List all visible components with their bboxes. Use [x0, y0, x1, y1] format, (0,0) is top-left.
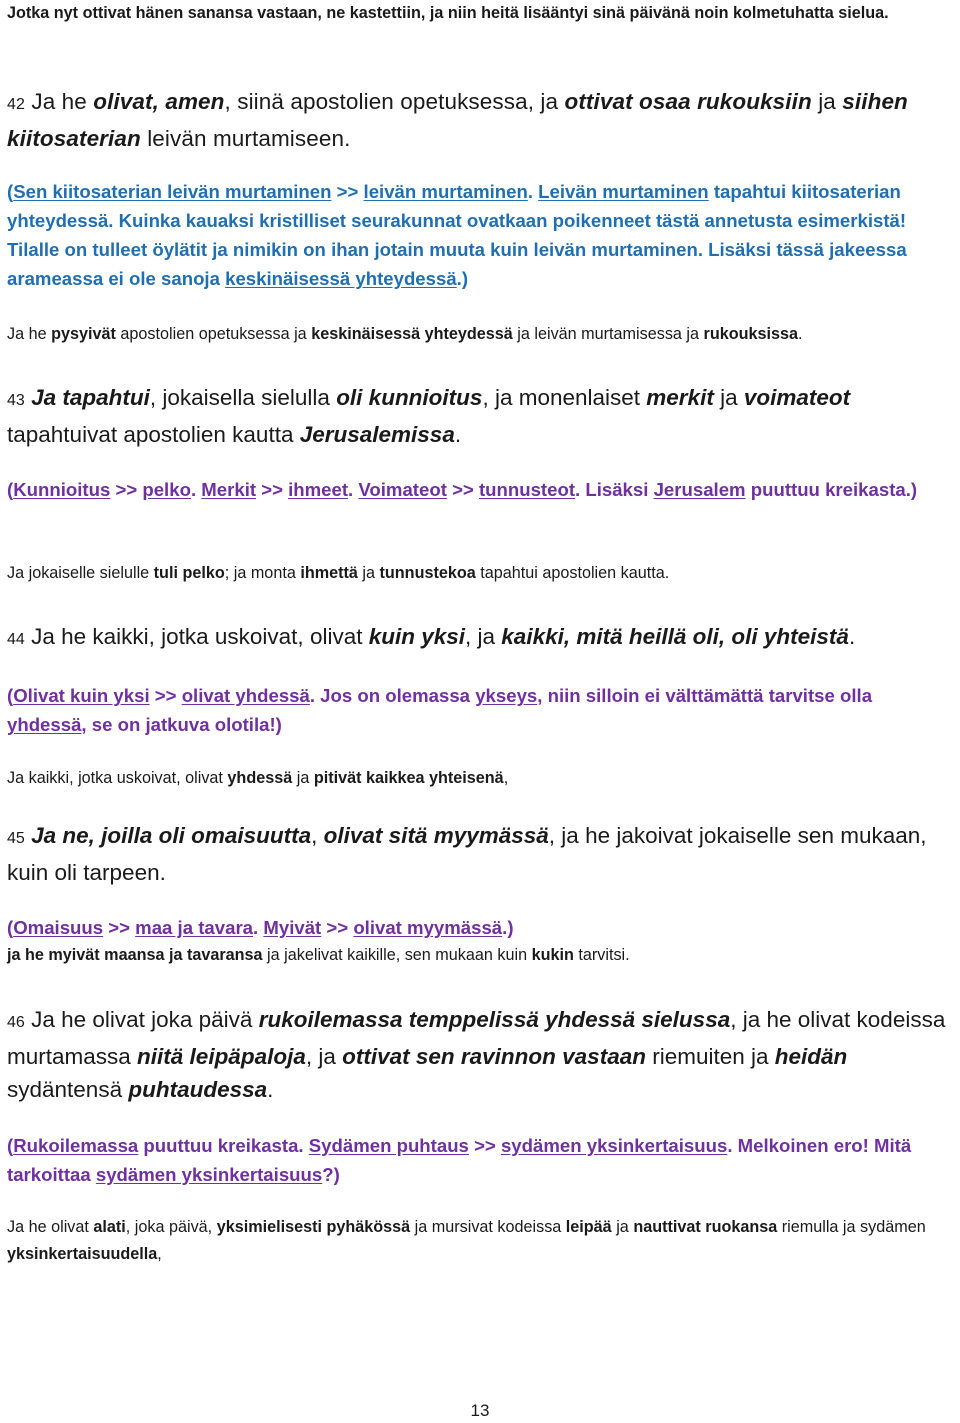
- comment-text: .: [190, 479, 202, 500]
- comment-term: Olivat kuin yksi: [13, 685, 150, 706]
- verse-emphasis: rukoilemassa temppelissä yhdessä sielussa: [258, 1007, 731, 1032]
- verse-45: [7, 819, 956, 889]
- verse-emphasis: kaikki, mitä heillä oli, oli yhteistä: [501, 624, 849, 649]
- comment-term: leivän murtaminen: [363, 181, 528, 202]
- verse-text: ja: [811, 89, 843, 114]
- verse-text: , jokaisella sielulla: [149, 385, 337, 410]
- comment-text: . Jos on olemassa: [309, 685, 476, 706]
- verse-text: .: [267, 1077, 274, 1102]
- comment-term: Merkit: [201, 479, 257, 500]
- comment-term: olivat myymässä: [353, 917, 503, 938]
- comment-text: (: [7, 181, 14, 202]
- comment-term: Sydämen puhtaus: [308, 1135, 469, 1156]
- verse-number: 46: [7, 1014, 25, 1031]
- comment-text: .: [253, 917, 264, 938]
- trad-bold: yksinkertaisuudella: [7, 1245, 158, 1263]
- verse-text: , ja: [305, 1043, 343, 1069]
- trad-bold: tuli pelko: [153, 564, 225, 582]
- verse-text: ja: [713, 385, 744, 410]
- comment-term: Rukoilemassa: [13, 1135, 139, 1156]
- verse-number: 42: [7, 96, 25, 113]
- verse-emphasis: heidän: [774, 1043, 848, 1069]
- trad-text: Ja jokaiselle sielulle: [7, 564, 154, 582]
- comment-text: puuttuu kreikasta.: [138, 1135, 309, 1156]
- verse-44: [7, 620, 956, 657]
- trad-text: ja: [611, 1218, 634, 1236]
- trad-bold: ihmettä: [300, 564, 358, 582]
- comment-text: . Lisäksi: [575, 479, 654, 500]
- comment-term: sydämen yksinkertaisuus: [500, 1135, 728, 1156]
- verse-emphasis: ottivat sen ravinnon vastaan: [342, 1043, 646, 1069]
- verse-text: ,: [311, 823, 324, 848]
- comment-text: (: [7, 917, 14, 938]
- comment-text: >>: [256, 479, 289, 500]
- verse-emphasis: kuin yksi: [368, 624, 466, 649]
- comment-term: ihmeet: [288, 479, 349, 500]
- comment-term: yhdessä: [7, 714, 82, 735]
- trad-bold: leipää: [565, 1218, 612, 1236]
- verse-number: 44: [7, 631, 25, 648]
- trad-text: apostolien opetuksessa ja: [115, 325, 312, 343]
- trad-bold: ja he myivät maansa ja tavaransa: [7, 946, 263, 964]
- verse-text: Ja he kaikki, jotka uskoivat, olivat: [31, 624, 369, 649]
- comment-term: sydämen yksinkertaisuus: [95, 1164, 323, 1185]
- traditional-42: [7, 321, 956, 348]
- trad-text: Ja he olivat: [7, 1218, 94, 1236]
- trad-text: riemulla ja sydämen: [777, 1218, 926, 1236]
- comment-text: .): [456, 268, 469, 289]
- verse-42: [7, 85, 956, 155]
- comment-text: , se on jatkuva olotila!): [81, 714, 282, 735]
- comment-42: [7, 177, 956, 293]
- verse-emphasis: oli kunnioitus: [336, 385, 483, 410]
- verse-text: Ja he: [31, 89, 94, 114]
- comment-term: keskinäisessä yhteydessä: [225, 268, 457, 289]
- trad-text: , joka päivä,: [125, 1218, 217, 1236]
- comment-term: Sen kiitosaterian leivän murtaminen: [13, 181, 332, 202]
- intro-paragraph: [7, 0, 956, 27]
- comment-term: Omaisuus: [13, 917, 104, 938]
- trad-bold: yhdessä: [227, 769, 293, 787]
- verse-emphasis: olivat, amen: [93, 89, 225, 114]
- verse-text: , ja monenlaiset: [482, 385, 647, 410]
- verse-text: .: [454, 421, 462, 447]
- trad-text: tarvitsi.: [573, 946, 630, 964]
- comment-term: maa ja tavara: [135, 917, 254, 938]
- verse-text: , siinä apostolien opetuksessa, ja: [224, 89, 565, 114]
- comment-text: .: [527, 181, 539, 202]
- verse-emphasis: merkit: [646, 385, 714, 410]
- trad-bold: keskinäisessä yhteydessä: [311, 325, 513, 343]
- verse-text: riemuiten ja: [645, 1043, 775, 1069]
- verse-emphasis: olivat sitä myymässä: [323, 823, 549, 848]
- comment-term: ykseys: [475, 685, 538, 706]
- comment-text: ?): [322, 1164, 340, 1185]
- comment-text: tapahtui kiitosaterian yhteydessä. Kuinka kauaksi kristilliset seurakunnat ovatkaan poikenneet tästä annetusta esimerkistä! Tilalle on tulleet öylätit ja nimikin on ihan jotain muuta kuin leivän murtaminen. Lisäksi tässä jakeessa arameassa ei ole sanoja: [7, 181, 907, 289]
- traditional-46: [7, 1214, 956, 1268]
- verse-emphasis: ottivat osaa rukouksiin: [564, 89, 812, 114]
- trad-bold: alati: [93, 1218, 126, 1236]
- trad-text: ,: [157, 1245, 162, 1263]
- comment-term: pelko: [142, 479, 191, 500]
- trad-text: ja leivän murtamisessa ja: [512, 325, 704, 343]
- trad-text: ,: [503, 769, 509, 787]
- trad-text: ja: [357, 564, 380, 582]
- trad-text: tapahtui apostolien kautta.: [475, 564, 670, 582]
- verse-emphasis: Ja tapahtui: [31, 385, 150, 410]
- trad-bold: pysyivät: [51, 325, 116, 343]
- comment-text: .): [502, 917, 514, 938]
- trad-bold: nauttivat ruokansa: [633, 1218, 778, 1236]
- verse-text: Ja he olivat joka päivä: [31, 1007, 259, 1032]
- comment-text: (: [7, 685, 14, 706]
- verse-46: [7, 1003, 956, 1107]
- comment-text: >>: [103, 917, 136, 938]
- verse-text: leivän murtamiseen.: [140, 125, 351, 151]
- traditional-43: [7, 560, 956, 587]
- verse-number: 45: [7, 830, 25, 847]
- traditional-45: [7, 942, 956, 969]
- comment-text: >>: [446, 479, 479, 500]
- comment-term: Leivän murtaminen: [538, 181, 709, 202]
- comment-term: Kunnioitus: [13, 479, 111, 500]
- comment-46: [7, 1131, 956, 1189]
- trad-bold: yksimielisesti pyhäkössä: [216, 1218, 411, 1236]
- comment-43: [7, 475, 956, 504]
- trad-text: ja: [292, 769, 314, 787]
- comment-term: Jerusalem: [653, 479, 746, 500]
- trad-text: Ja kaikki, jotka uskoivat, olivat: [7, 769, 228, 787]
- trad-text: ja jakelivat kaikille, sen mukaan kuin: [262, 946, 532, 964]
- verse-number: 43: [7, 392, 25, 409]
- verse-emphasis: niitä leipäpaloja: [137, 1043, 306, 1069]
- intro-bold-1: Jotka nyt ottivat hänen sanansa vastaan,: [7, 4, 327, 22]
- verse-text: , ja he jakoivat jokaiselle sen mukaan, kuin oli tarpeen.: [7, 823, 927, 885]
- trad-text: ja mursivat kodeissa: [410, 1218, 566, 1236]
- comment-text: (: [7, 479, 14, 500]
- trad-bold: kukin: [531, 946, 574, 964]
- trad-bold: rukouksissa: [703, 325, 798, 343]
- comment-text: >>: [110, 479, 143, 500]
- verse-emphasis: voimateot: [743, 385, 851, 410]
- verse-text: , ja: [465, 624, 502, 649]
- page-number: 13: [470, 1401, 490, 1420]
- verse-emphasis: puhtaudessa: [128, 1077, 268, 1102]
- intro-bold-3: , ja niin heitä lisääntyi sinä päivänä noin kolmetuhatta sielua.: [420, 4, 889, 22]
- comment-text: puuttuu kreikasta.): [745, 479, 918, 500]
- comment-text: >>: [331, 181, 364, 202]
- comment-text: , niin silloin ei välttämättä tarvitse olla: [537, 685, 873, 706]
- comment-45: [7, 913, 956, 942]
- comment-text: . Melkoinen ero! Mitä tarkoittaa: [7, 1135, 912, 1185]
- trad-text: ; ja monta: [224, 564, 301, 582]
- verse-text: , ja he olivat kodeissa murtamassa: [7, 1007, 946, 1069]
- trad-bold: tunnustekoa: [379, 564, 476, 582]
- comment-term: Voimateot: [358, 479, 447, 500]
- trad-text: .: [798, 325, 803, 343]
- verse-emphasis: Ja ne, joilla oli omaisuutta: [31, 823, 312, 848]
- verse-text: sydäntensä: [7, 1077, 129, 1102]
- comment-term: tunnusteot: [478, 479, 576, 500]
- comment-text: .: [348, 479, 359, 500]
- intro-bold-2: ne kastettiin: [326, 4, 421, 22]
- trad-text: Ja he: [7, 325, 52, 343]
- verse-text: .: [848, 624, 856, 649]
- comment-term: olivat yhdessä: [181, 685, 310, 706]
- verse-text: tapahtuivat apostolien kautta: [7, 421, 300, 447]
- verse-emphasis: Jerusalemissa: [299, 421, 455, 447]
- verse-43: [7, 381, 956, 451]
- trad-bold: pitivät kaikkea yhteisenä: [313, 769, 504, 787]
- traditional-44: [7, 765, 956, 792]
- comment-text: >>: [321, 917, 354, 938]
- comment-text: >>: [149, 685, 182, 706]
- verse-emphasis: siihen kiitosaterian: [7, 89, 908, 151]
- comment-term: Myivät: [263, 917, 322, 938]
- comment-text: (: [7, 1135, 14, 1156]
- comment-text: >>: [468, 1135, 501, 1156]
- comment-44: [7, 681, 956, 739]
